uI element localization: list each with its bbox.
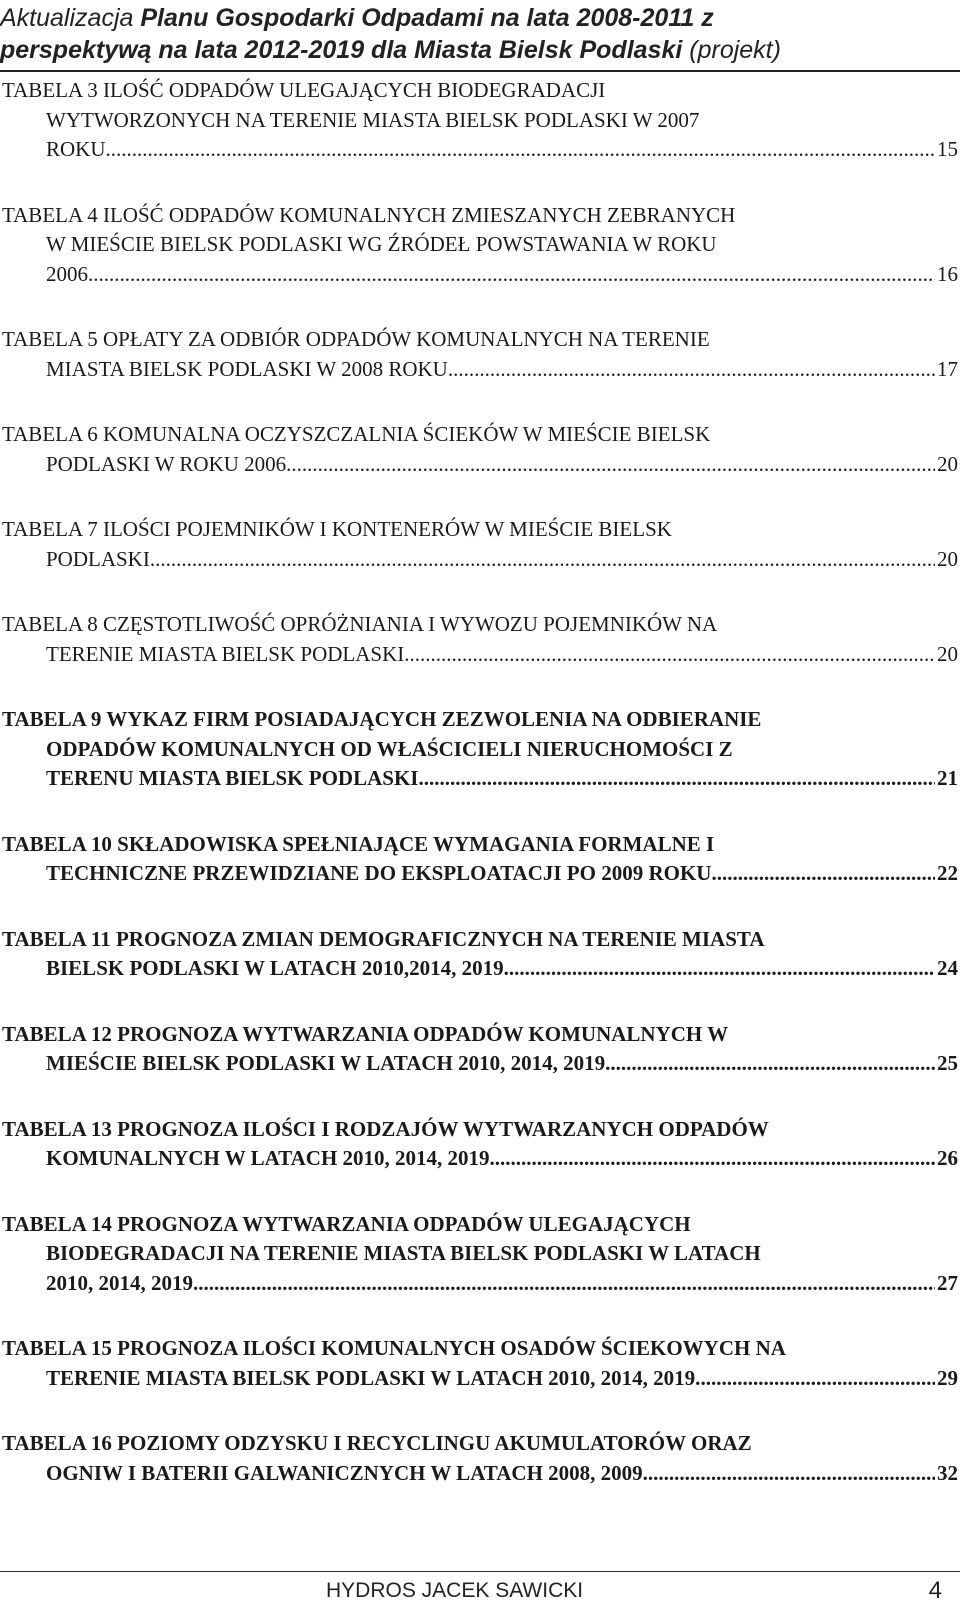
toc-entry-text-line: KOMUNALNYCH W LATACH 2010, 2014, 2019	[46, 1146, 490, 1170]
dot-leader	[490, 1144, 935, 1174]
footer-author: HYDROS JACEK SAWICKI	[326, 1579, 584, 1602]
toc-entry-text-line: TERENU MIASTA BIELSK PODLASKI	[46, 766, 419, 790]
toc-entry-text-line: TABELA 5 OPŁATY ZA ODBIÓR ODPADÓW KOMUNALNYCH NA TERENIE	[2, 327, 710, 351]
header-line-1	[0, 2, 960, 34]
toc-entry-text-line: BIELSK PODLASKI W LATACH 2010,2014, 2019	[46, 956, 504, 980]
dot-leader	[448, 355, 935, 385]
toc-entry-text-line: TABELA 16 POZIOMY ODZYSKU I RECYCLINGU AKUMULATORÓW ORAZ	[2, 1431, 752, 1455]
dot-leader	[648, 1459, 935, 1489]
dot-leader	[504, 954, 935, 984]
dot-leader	[198, 1269, 935, 1299]
toc-entry[interactable]	[0, 830, 960, 889]
toc-entry-text-line: MIEŚCIE BIELSK PODLASKI W LATACH 2010, 2014, 2019	[46, 1051, 606, 1075]
toc-entry-last-line	[0, 954, 960, 984]
toc-entry-text-line: W MIEŚCIE BIELSK PODLASKI WG ŹRÓDEŁ POWSTAWANIA W ROKU	[46, 232, 717, 256]
toc-entry-last-line	[0, 764, 960, 794]
toc-entry-text-line: TABELA 11 PROGNOZA ZMIAN DEMOGRAFICZNYCH NA TERENIE MIASTA	[2, 926, 765, 951]
toc-entry[interactable]	[0, 1115, 960, 1174]
header-divider	[0, 70, 960, 72]
toc-page-number: 26	[937, 1146, 958, 1170]
toc-page-number: 16	[937, 261, 958, 286]
toc-entry-text-line: TABELA 7 ILOŚCI POJEMNIKÓW I KONTENERÓW W MIEŚCIE BIELSK	[2, 517, 672, 541]
page-number: 4	[928, 1577, 942, 1604]
toc-entry-text-line: TABELA 12 PROGNOZA WYTWARZANIA ODPADÓW KOMUNALNYCH W	[2, 1021, 729, 1046]
dot-leader	[717, 859, 935, 889]
table-of-tables-list	[0, 76, 960, 1524]
header-title-part-1: Planu Gospodarki Odpadami na lata 2008-2011 z	[140, 4, 714, 32]
dot-leader	[93, 260, 935, 290]
toc-entry-text-line: ROKU.	[46, 137, 111, 161]
header-prefix: Aktualizacja	[0, 4, 134, 32]
toc-entry-last-line	[0, 1269, 960, 1299]
toc-entry-last-line	[0, 260, 960, 290]
toc-entry-text-line: ODPADÓW KOMUNALNYCH OD WŁAŚCICIELI NIERUCHOMOŚCI Z	[46, 736, 733, 761]
dot-leader	[605, 1049, 935, 1079]
toc-page-number: 21	[937, 766, 958, 790]
toc-page-number: 20	[937, 641, 958, 666]
toc-entry-text-line: TABELA 8 CZĘSTOTLIWOŚĆ OPRÓŻNIANIA I WYWOZU POJEMNIKÓW NA	[2, 612, 718, 636]
toc-entry[interactable]	[0, 201, 960, 290]
page-header	[0, 2, 960, 66]
toc-entry[interactable]	[0, 705, 960, 794]
toc-entry[interactable]	[0, 515, 960, 574]
toc-entry-text-line: PODLASKI W ROKU 2006	[46, 451, 287, 476]
toc-entry-last-line	[0, 1144, 960, 1174]
toc-page-number: 20	[937, 546, 958, 571]
toc-page-number: 29	[937, 1365, 958, 1390]
dot-leader	[404, 640, 935, 670]
toc-entry[interactable]	[0, 610, 960, 669]
toc-entry[interactable]	[0, 1429, 960, 1488]
toc-entry-last-line	[0, 545, 960, 575]
toc-entry-text-line: TABELA 14 PROGNOZA WYTWARZANIA ODPADÓW ULEGAJĄCYCH	[2, 1211, 691, 1236]
toc-entry-text-line: 2006.	[46, 261, 94, 286]
toc-entry[interactable]	[0, 420, 960, 479]
page-footer	[0, 1571, 960, 1607]
toc-entry-text-line: OGNIW I BATERII GALWANICZNYCH W LATACH 2008, 2009.	[46, 1460, 648, 1485]
toc-entry[interactable]	[0, 1210, 960, 1299]
toc-page-number: 32	[937, 1460, 958, 1485]
header-suffix: (projekt)	[689, 36, 781, 64]
toc-page-number: 15	[937, 137, 958, 161]
dot-leader	[700, 1364, 935, 1394]
dot-leader	[150, 545, 935, 575]
toc-entry-text-line: TABELA 4 ILOŚĆ ODPADÓW KOMUNALNYCH ZMIESZANYCH ZEBRANYCH	[2, 202, 736, 227]
dot-leader	[286, 450, 935, 480]
toc-entry[interactable]	[0, 325, 960, 384]
toc-page-number: 22	[937, 861, 958, 885]
toc-entry[interactable]	[0, 1334, 960, 1393]
toc-entry-text-line: TABELA 9 WYKAZ FIRM POSIADAJĄCYCH ZEZWOLENIA NA ODBIERANIE	[2, 707, 762, 731]
toc-entry-text-line: MIASTA BIELSK PODLASKI W 2008 ROKU	[46, 356, 448, 381]
footer-divider	[0, 1571, 960, 1572]
toc-page-number: 27	[937, 1270, 958, 1295]
header-title-part-2: perspektywą na lata 2012-2019 dla Miasta Bielsk Podlaski	[0, 36, 683, 64]
toc-page-number: 20	[937, 451, 958, 476]
dot-leader	[418, 764, 935, 794]
toc-entry-text-line: WYTWORZONYCH NA TERENIE MIASTA BIELSK PODLASKI W 2007	[46, 107, 700, 132]
toc-entry-text-line: PODLASKI	[46, 546, 150, 571]
toc-page-number: 17	[937, 356, 958, 381]
toc-page-number: 24	[937, 956, 958, 980]
toc-entry-last-line	[0, 355, 960, 385]
toc-entry-text-line: TABELA 3 ILOŚĆ ODPADÓW ULEGAJĄCYCH BIODEGRADACJI	[2, 78, 606, 102]
toc-entry-last-line	[0, 450, 960, 480]
toc-entry[interactable]	[0, 76, 960, 165]
toc-entry-last-line	[0, 859, 960, 889]
dot-leader	[111, 135, 935, 165]
toc-entry-text-line: TABELA 15 PROGNOZA ILOŚCI KOMUNALNYCH OSADÓW ŚCIEKOWYCH NA	[2, 1336, 786, 1360]
toc-entry-text-line: 2010, 2014, 2019.	[46, 1270, 199, 1295]
toc-entry-text-line: TABELA 6 KOMUNALNA OCZYSZCZALNIA ŚCIEKÓW W MIEŚCIE BIELSK	[2, 422, 711, 446]
toc-entry-text-line: BIODEGRADACJI NA TERENIE MIASTA BIELSK PODLASKI W LATACH	[46, 1241, 761, 1265]
toc-page-number: 25	[937, 1051, 958, 1075]
toc-entry-last-line	[0, 1049, 960, 1079]
toc-entry-last-line	[0, 1364, 960, 1394]
toc-entry-text-line: TABELA 13 PROGNOZA ILOŚCI I RODZAJÓW WYTWARZANYCH ODPADÓW	[2, 1116, 769, 1141]
toc-entry-text-line: TERENIE MIASTA BIELSK PODLASKI	[46, 641, 405, 666]
toc-entry-last-line	[0, 640, 960, 670]
toc-entry-last-line	[0, 1459, 960, 1489]
toc-entry-text-line: TABELA 10 SKŁADOWISKA SPEŁNIAJĄCE WYMAGANIA FORMALNE I	[2, 831, 715, 856]
header-line-2	[0, 34, 960, 66]
toc-entry[interactable]	[0, 1020, 960, 1079]
toc-entry-text-line: TERENIE MIASTA BIELSK PODLASKI W LATACH 2010, 2014, 2019.	[46, 1365, 701, 1390]
toc-entry-text-line: TECHNICZNE PRZEWIDZIANE DO EKSPLOATACJI PO 2009 ROKU.	[46, 861, 717, 885]
toc-entry-last-line	[0, 135, 960, 165]
toc-entry[interactable]	[0, 925, 960, 984]
